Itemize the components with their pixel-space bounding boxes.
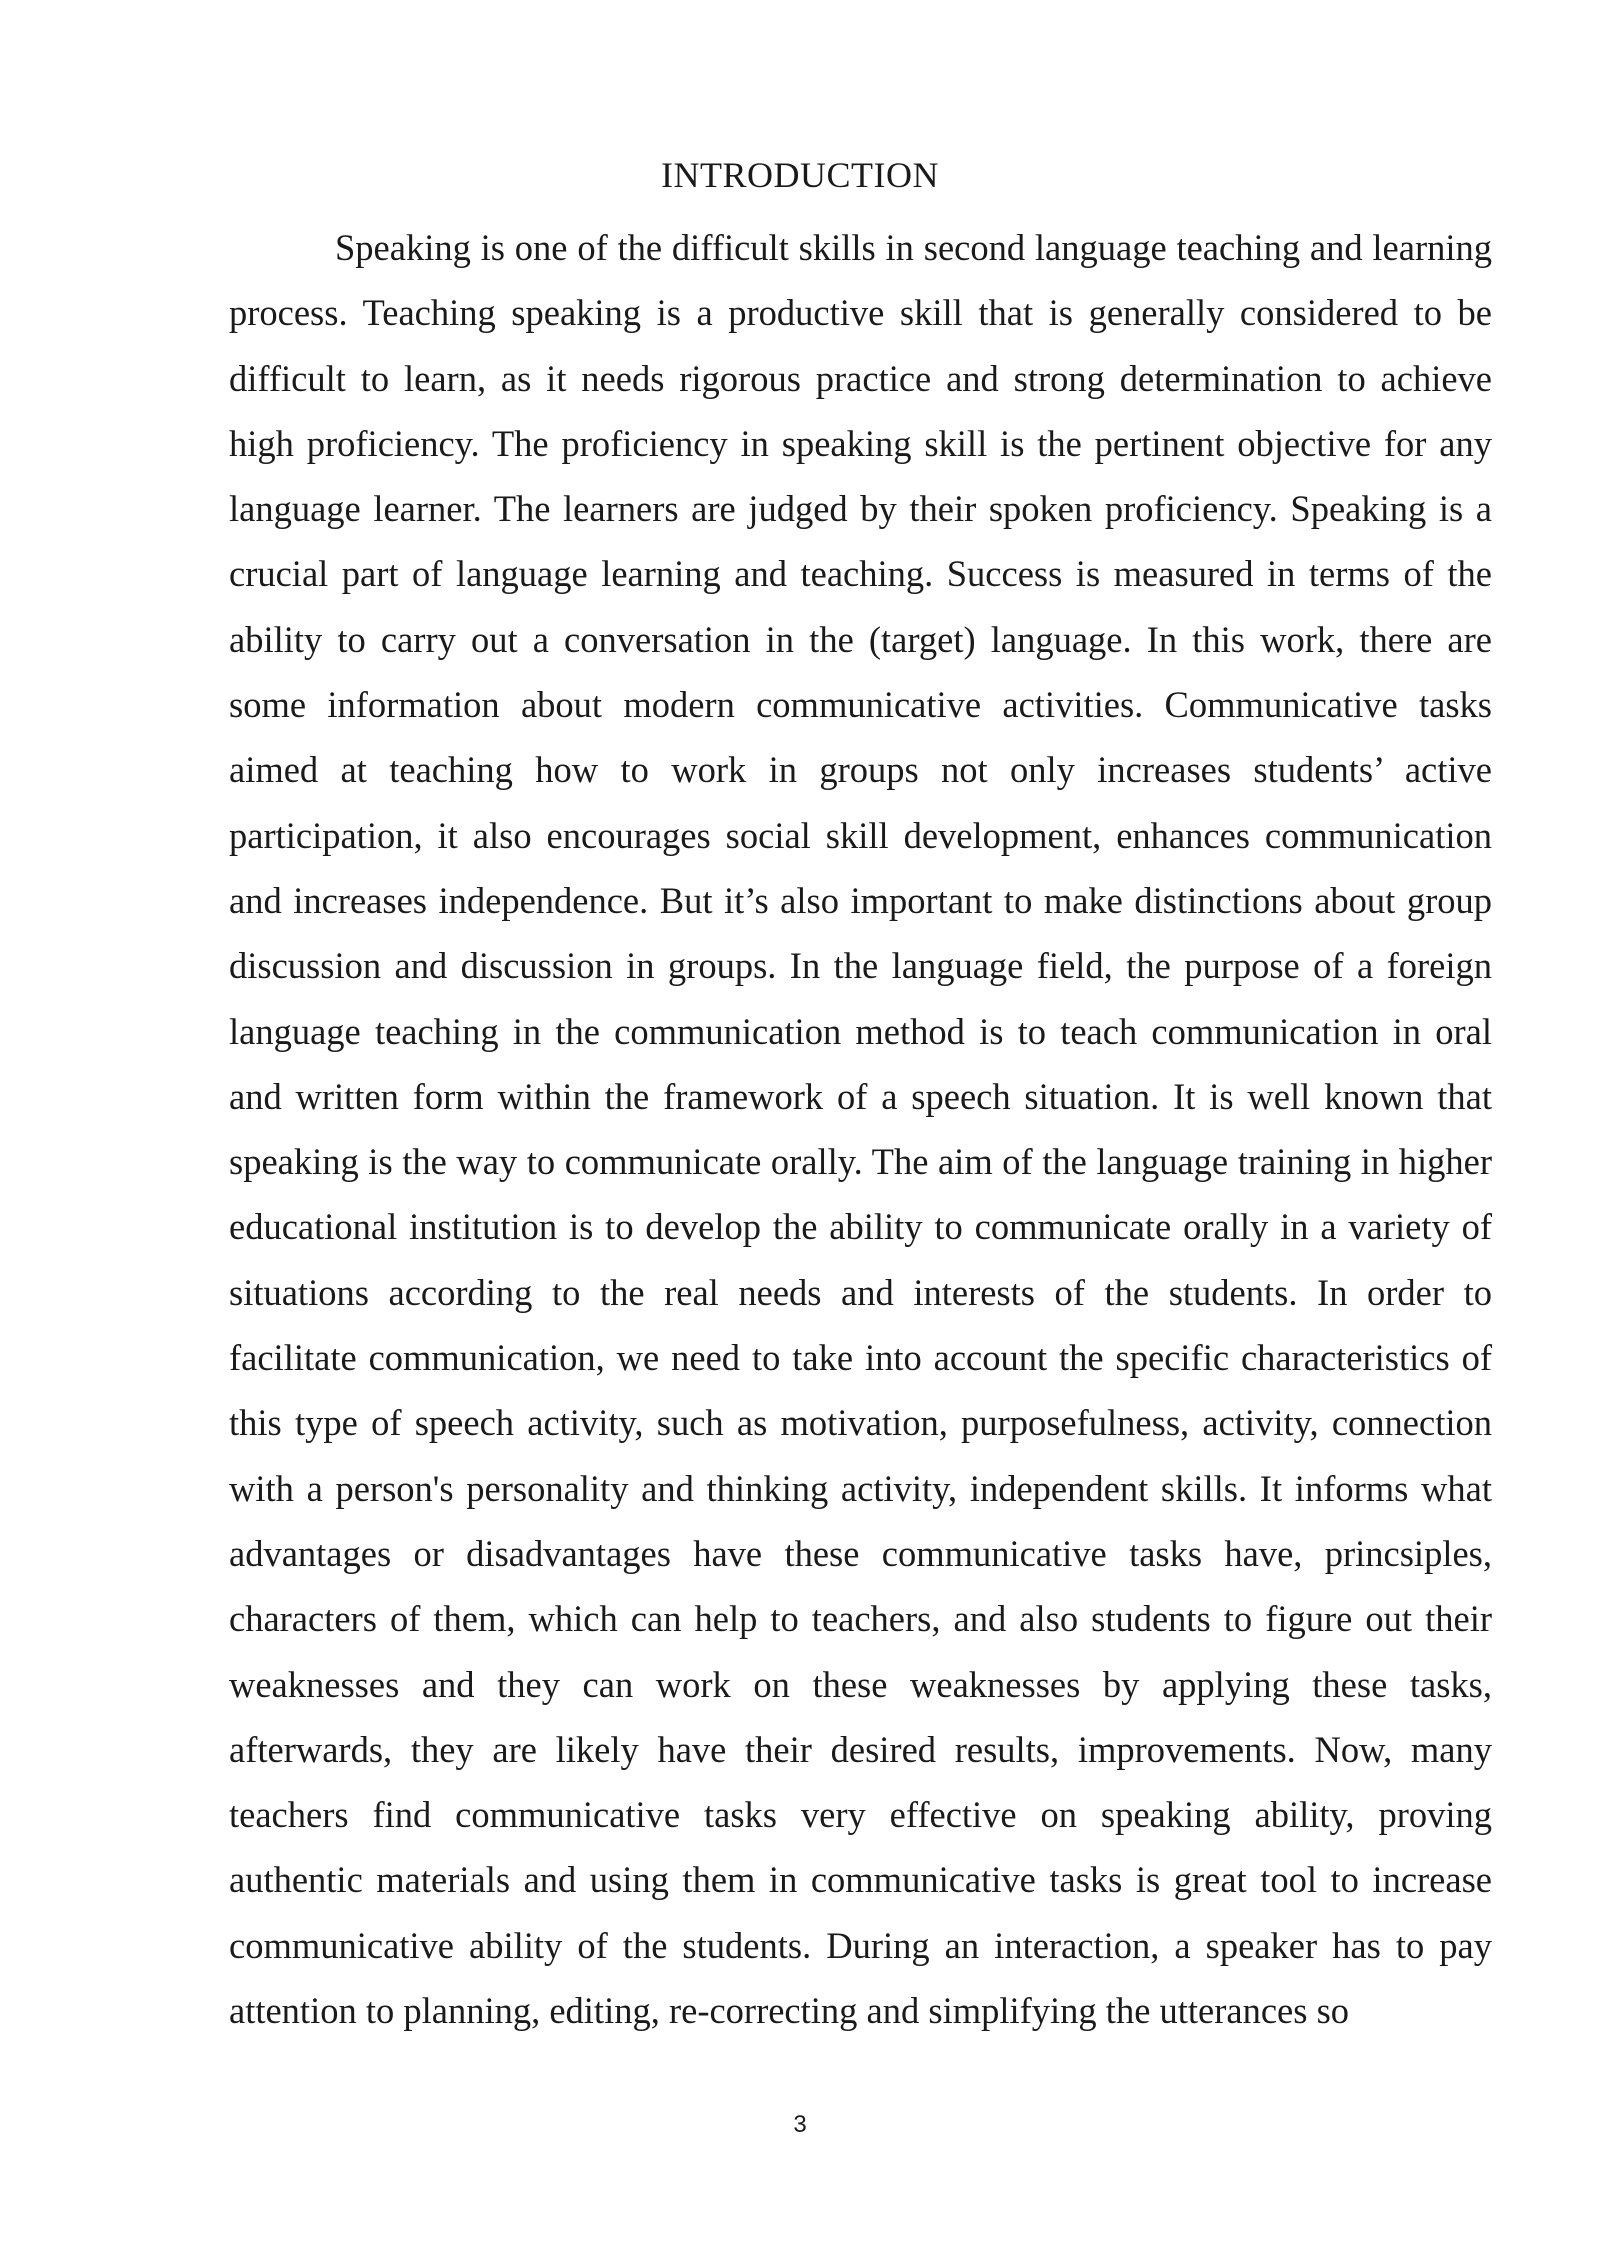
section-heading: INTRODUCTION: [661, 155, 939, 195]
page-number: 3: [793, 2111, 807, 2138]
body-paragraph: Speaking is one of the difficult skills in second language teaching and learning process. Teaching speaking is a productive skill that is generally considered to be difficult to learn, as it needs rigorous practice and strong determination to achieve high proficiency. The proficiency in speaking skill is the pertinent objective for any language learner. The learners are judged by their spoken proficiency. Speaking is a crucial part of language learning and teaching. Success is measured in terms of the ability to carry out a conversation in the (target) language. In this work, there are some information about modern communicative activities. Communicative tasks aimed at teaching how to work in groups not only increases students’ active participation, it also encourages social skill development, enhances communication and increases independence. But it’s also important to make distinctions about group discussion and discussion in groups. In the language field, the purpose of a foreign language teaching in the communication method is to teach communication in oral and written form within the framework of a speech situation. It is well known that speaking is the way to communicate orally. The aim of the language training in higher educational institution is to develop the ability to communicate orally in a variety of situations according to the real needs and interests of the students. In order to facilitate communication, we need to take into account the specific characteristics of this type of speech activity, such as motivation, purposefulness, activity, connection with a person's personality and thinking activity, independent skills. It informs what advantages or disadvantages have these communicative tasks have, princsiples, characters of them, which can help to teachers, and also students to figure out their weaknesses and they can work on these weaknesses by applying these tasks, afterwards, they are likely have their desired results, improvements. Now, many teachers find communicative tasks very effective on speaking ability, proving authentic materials and using them in communicative tasks is great tool to increase communicative ability of the students. During an interaction, a speaker has to pay attention to planning, editing, re-correcting and simplifying the utterances so: [229, 227, 1492, 2032]
